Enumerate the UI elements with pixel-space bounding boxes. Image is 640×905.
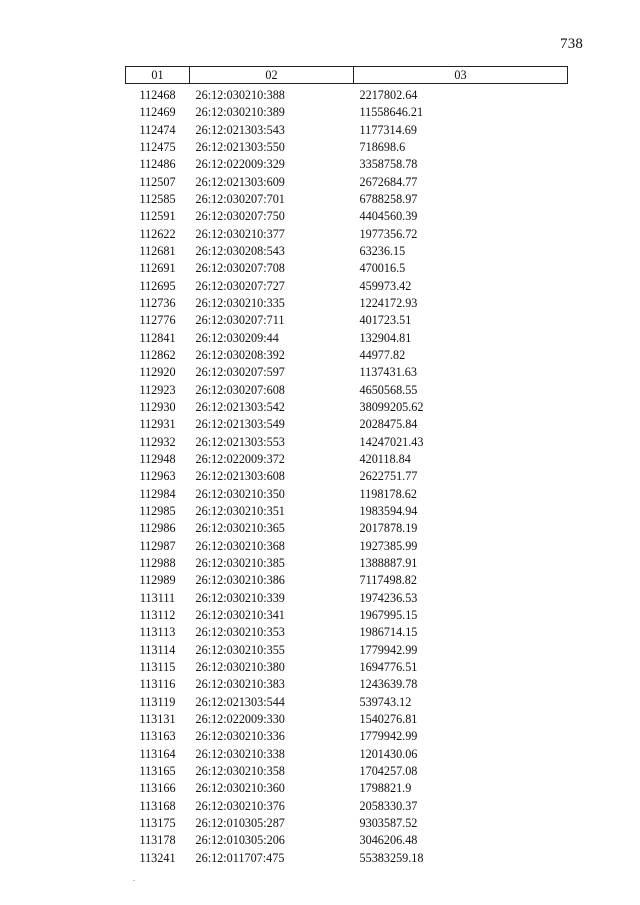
- table-row: [126, 711, 568, 728]
- row-id-cell: 112507: [139, 174, 176, 189]
- row-id-cell: 112930: [139, 400, 176, 415]
- row-id-cell: 112988: [139, 556, 176, 571]
- table-row: [126, 451, 568, 468]
- row-id-cell: 113164: [139, 746, 176, 761]
- cadastral-number-cell: 26:12:021303:543: [195, 122, 285, 137]
- table-row: [126, 572, 568, 589]
- table-row: [126, 797, 568, 814]
- row-id-cell: 113178: [139, 833, 176, 848]
- table-row: [126, 208, 568, 225]
- table-row: [126, 659, 568, 676]
- row-id-cell: 112984: [139, 486, 176, 501]
- cadastral-number-cell: 26:12:030210:388: [195, 88, 285, 103]
- cadastral-number-cell: 26:12:030207:750: [195, 209, 285, 224]
- value-cell: 55383259.18: [359, 850, 424, 865]
- page-number: 738: [560, 36, 584, 52]
- row-id-cell: 112585: [139, 192, 176, 207]
- column-header-01: 01: [126, 67, 190, 84]
- table-row: [126, 520, 568, 537]
- row-id-cell: 112963: [139, 469, 176, 484]
- row-id-cell: 112736: [139, 296, 176, 311]
- table-row: [126, 642, 568, 659]
- cadastral-number-cell: 26:12:030207:708: [195, 261, 285, 276]
- value-cell: 132904.81: [359, 330, 412, 345]
- cadastral-number-cell: 26:12:030210:336: [195, 729, 285, 744]
- table-row: [126, 555, 568, 572]
- table-row: [126, 347, 568, 364]
- table-row: [126, 763, 568, 780]
- table-row: [126, 399, 568, 416]
- cadastral-number-cell: 26:12:030210:358: [195, 763, 285, 778]
- value-cell: 1779942.99: [359, 729, 418, 744]
- value-cell: 1974236.53: [359, 590, 418, 605]
- row-id-cell: 112862: [139, 348, 176, 363]
- row-id-cell: 112681: [139, 244, 176, 259]
- value-cell: 44977.82: [359, 348, 406, 363]
- table-row: [126, 590, 568, 607]
- row-id-cell: 112932: [139, 434, 176, 449]
- cadastral-number-cell: 26:12:030210:389: [195, 105, 285, 120]
- row-id-cell: 112841: [139, 330, 176, 345]
- row-id-cell: 112468: [139, 88, 176, 103]
- cadastral-number-cell: 26:12:030208:543: [195, 244, 285, 259]
- value-cell: 63236.15: [359, 244, 406, 259]
- row-id-cell: 112691: [139, 261, 176, 276]
- cadastral-number-cell: 26:12:022009:372: [195, 452, 285, 467]
- row-id-cell: 112475: [139, 140, 176, 155]
- table-row: [126, 815, 568, 832]
- cadastral-number-cell: 26:12:030210:376: [195, 798, 285, 813]
- column-header-03: 03: [354, 67, 568, 84]
- row-id-cell: 113111: [139, 590, 176, 605]
- value-cell: 401723.51: [359, 313, 412, 328]
- value-cell: 459973.42: [359, 278, 412, 293]
- value-cell: 539743.12: [359, 694, 412, 709]
- cadastral-number-cell: 26:12:030210:365: [195, 521, 285, 536]
- row-id-cell: 113112: [139, 608, 176, 622]
- cadastral-number-cell: 26:12:030210:338: [195, 746, 285, 761]
- cadastral-number-cell: 26:12:030207:597: [195, 365, 285, 380]
- row-id-cell: 112989: [139, 573, 176, 588]
- data-table: [125, 66, 568, 867]
- value-cell: 2622751.77: [359, 469, 418, 484]
- table-row: [126, 226, 568, 243]
- row-id-cell: 113131: [139, 711, 176, 726]
- cadastral-number-cell: 26:12:030207:608: [195, 382, 285, 397]
- table-row: [126, 382, 568, 399]
- cadastral-number-cell: 26:12:030210:351: [195, 504, 285, 519]
- value-cell: 1983594.94: [359, 504, 418, 519]
- cadastral-number-cell: 26:12:030210:377: [195, 226, 285, 241]
- cadastral-number-cell: 26:12:021303:553: [195, 434, 285, 449]
- row-id-cell: 113116: [139, 677, 176, 692]
- row-id-cell: 112486: [139, 157, 176, 172]
- value-cell: 420118.84: [359, 452, 411, 467]
- cadastral-number-cell: 26:12:030210:360: [195, 781, 285, 796]
- cadastral-number-cell: 26:12:030210:353: [195, 625, 285, 640]
- table-row: [126, 243, 568, 260]
- cadastral-number-cell: 26:12:021303:609: [195, 174, 285, 189]
- table-row: [126, 122, 568, 139]
- cadastral-number-cell: 26:12:030210:355: [195, 642, 285, 657]
- value-cell: 1967995.15: [359, 608, 418, 622]
- table-row: [126, 486, 568, 503]
- row-id-cell: 112474: [139, 122, 176, 137]
- value-cell: 1798821.9: [359, 781, 412, 796]
- value-cell: 1177314.69: [359, 122, 417, 137]
- row-id-cell: 112776: [139, 313, 176, 328]
- value-cell: 1986714.15: [359, 625, 418, 640]
- table-row: [126, 295, 568, 312]
- cadastral-number-cell: 26:12:030210:386: [195, 573, 285, 588]
- cadastral-number-cell: 26:12:010305:287: [195, 815, 285, 830]
- value-cell: 38099205.62: [359, 400, 424, 415]
- value-cell: 1704257.08: [359, 763, 418, 778]
- cadastral-number-cell: 26:12:030208:392: [195, 348, 285, 363]
- table-row: [126, 260, 568, 277]
- value-cell: 1137431.63: [359, 365, 417, 380]
- column-header-02: 02: [190, 67, 354, 84]
- row-id-cell: 112469: [139, 105, 176, 120]
- row-id-cell: 113114: [139, 642, 176, 657]
- value-cell: 2217802.64: [359, 88, 418, 103]
- row-id-cell: 112920: [139, 365, 176, 380]
- cadastral-number-cell: 26:12:030210:368: [195, 538, 285, 553]
- value-cell: 470016.5: [359, 261, 406, 276]
- cadastral-number-cell: 26:12:030210:339: [195, 590, 285, 605]
- row-id-cell: 112591: [139, 209, 176, 224]
- cadastral-number-cell: 26:12:030210:380: [195, 659, 285, 674]
- value-cell: 1927385.99: [359, 538, 418, 553]
- row-id-cell: 112695: [139, 278, 176, 293]
- value-cell: 7117498.82: [359, 573, 417, 588]
- value-cell: 1201430.06: [359, 746, 418, 761]
- row-id-cell: 112948: [139, 452, 176, 467]
- cadastral-number-cell: 26:12:011707:475: [195, 850, 285, 865]
- value-cell: 11558646.21: [359, 105, 424, 120]
- value-cell: 1243639.78: [359, 677, 418, 692]
- table-row: [126, 780, 568, 797]
- value-cell: 2672684.77: [359, 174, 418, 189]
- table-row: [126, 139, 568, 156]
- row-id-cell: 113119: [139, 694, 176, 709]
- table-row: [126, 84, 568, 105]
- value-cell: 3358758.78: [359, 157, 418, 172]
- table-row: [126, 191, 568, 208]
- value-cell: 1694776.51: [359, 659, 418, 674]
- table-row: [126, 745, 568, 762]
- table-row: [126, 434, 568, 451]
- table-row: [126, 503, 568, 520]
- cadastral-number-cell: 26:12:022009:329: [195, 157, 285, 172]
- table-row: [126, 104, 568, 121]
- table-row: [126, 538, 568, 555]
- value-cell: 2058330.37: [359, 798, 418, 813]
- table-row: [126, 416, 568, 433]
- table-row: [126, 676, 568, 693]
- table-row: [126, 278, 568, 295]
- cadastral-number-cell: 26:12:030210:350: [195, 486, 285, 501]
- cadastral-number-cell: 26:12:022009:330: [195, 711, 285, 726]
- table-row: [126, 624, 568, 641]
- cadastral-number-cell: 26:12:021303:544: [195, 694, 285, 709]
- cadastral-number-cell: 26:12:021303:550: [195, 140, 285, 155]
- row-id-cell: 113165: [139, 763, 176, 778]
- value-cell: 1779942.99: [359, 642, 418, 657]
- table-row: [126, 156, 568, 173]
- cadastral-number-cell: 26:12:030209:44: [195, 330, 279, 345]
- value-cell: 3046206.48: [359, 833, 418, 848]
- cadastral-number-cell: 26:12:030207:701: [195, 192, 285, 207]
- table-row: [126, 312, 568, 329]
- row-id-cell: 112987: [139, 538, 176, 553]
- value-cell: 4404560.39: [359, 209, 418, 224]
- row-id-cell: 112985: [139, 504, 176, 519]
- stray-mark: [133, 880, 135, 881]
- cadastral-number-cell: 26:12:030210:383: [195, 677, 285, 692]
- table-row: [126, 849, 568, 866]
- cadastral-number-cell: 26:12:030207:711: [195, 313, 285, 328]
- value-cell: 1224172.93: [359, 296, 418, 311]
- row-id-cell: 112622: [139, 226, 176, 241]
- table-row: [126, 607, 568, 624]
- cadastral-number-cell: 26:12:030207:727: [195, 278, 285, 293]
- value-cell: 14247021.43: [359, 434, 424, 449]
- table-row: [126, 174, 568, 191]
- value-cell: 1977356.72: [359, 226, 418, 241]
- cadastral-number-cell: 26:12:010305:206: [195, 833, 285, 848]
- value-cell: 2017878.19: [359, 521, 418, 536]
- value-cell: 2028475.84: [359, 417, 418, 432]
- row-id-cell: 113163: [139, 729, 176, 744]
- row-id-cell: 113166: [139, 781, 176, 796]
- table-row: [126, 468, 568, 485]
- cadastral-number-cell: 26:12:021303:542: [195, 400, 285, 415]
- cadastral-number-cell: 26:12:021303:549: [195, 417, 285, 432]
- value-cell: 1198178.62: [359, 486, 417, 501]
- cadastral-number-cell: 26:12:030210:335: [195, 296, 285, 311]
- row-id-cell: 112986: [139, 521, 176, 536]
- value-cell: 1388887.91: [359, 556, 418, 571]
- row-id-cell: 112931: [139, 417, 176, 432]
- value-cell: 4650568.55: [359, 382, 418, 397]
- table-row: [126, 693, 568, 710]
- table-body: [126, 84, 568, 867]
- table-row: [126, 364, 568, 381]
- row-id-cell: 112923: [139, 382, 176, 397]
- row-id-cell: 113115: [139, 659, 176, 674]
- value-cell: 1540276.81: [359, 711, 418, 726]
- row-id-cell: 113241: [139, 850, 176, 865]
- cadastral-number-cell: 26:12:021303:608: [195, 469, 285, 484]
- value-cell: 6788258.97: [359, 192, 418, 207]
- table-row: [126, 728, 568, 745]
- table-header-row: [126, 67, 568, 84]
- value-cell: 718698.6: [359, 140, 406, 155]
- row-id-cell: 113168: [139, 798, 176, 813]
- cadastral-number-cell: 26:12:030210:385: [195, 556, 285, 571]
- table-row: [126, 832, 568, 849]
- row-id-cell: 113113: [139, 625, 176, 640]
- cadastral-number-cell: 26:12:030210:341: [195, 608, 285, 622]
- row-id-cell: 113175: [139, 815, 176, 830]
- table-row: [126, 330, 568, 347]
- value-cell: 9303587.52: [359, 815, 418, 830]
